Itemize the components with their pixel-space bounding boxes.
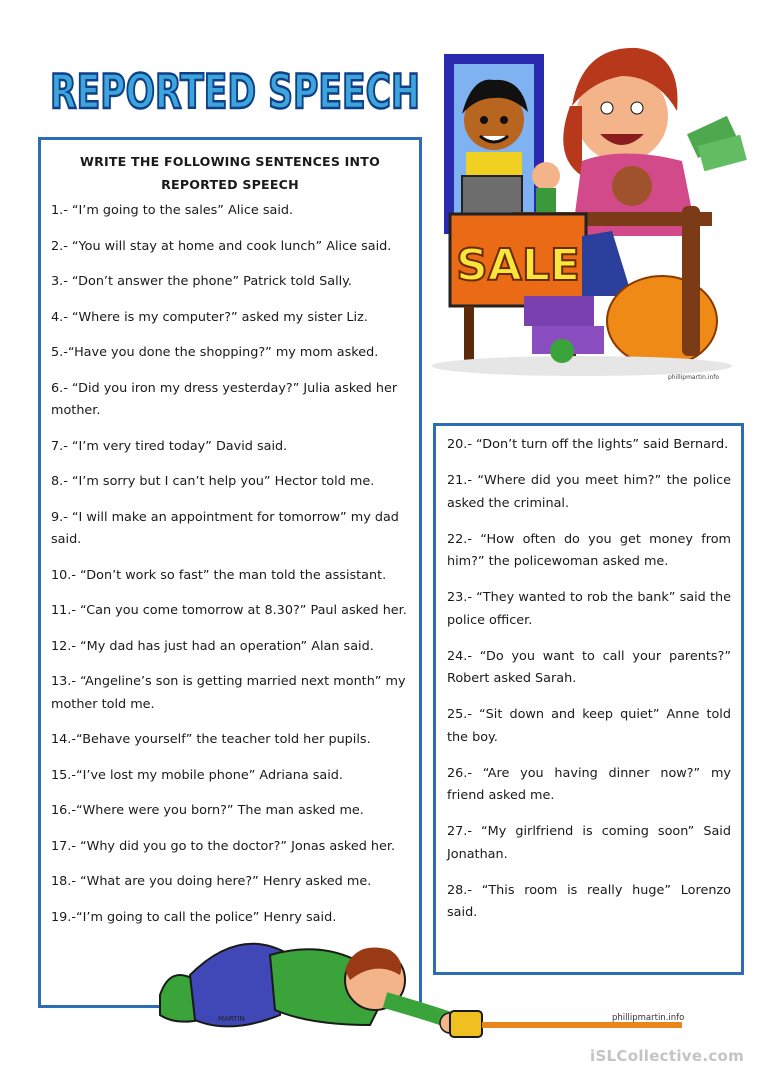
art-credit-bottom: phillipmartin.info [612, 1013, 685, 1023]
pot [462, 176, 522, 216]
sentence-item: 26.- “Are you having dinner now?” my friend asked me. [447, 765, 731, 803]
sentence-item: 18.- “What are you doing here?” Henry asked me. [51, 874, 372, 889]
sentence-item: 12.- “My dad has just had an operation” Alan said. [51, 638, 374, 654]
sentence-item: 5.-“Have you done the shopping?” my mom asked. [51, 345, 379, 360]
sentence-item: 11.- “Can you come tomorrow at 8.30?” Paul asked her. [51, 603, 407, 618]
title-text: REPORTED SPEECH [50, 65, 420, 120]
sentence-item: 6.- “Did you iron my dress yesterday?” Julia asked her mother. [51, 380, 398, 418]
sentence-item: 14.-“Behave yourself” the teacher told her pupils. [51, 732, 371, 747]
sentence-item: 4.- “Where is my computer?” asked my sister Liz. [51, 309, 368, 325]
sentence-item: 10.- “Don’t work so fast” the man told the assistant. [51, 567, 387, 583]
title-wordart [40, 40, 430, 130]
art-signature: MARTIN [218, 1015, 245, 1023]
sentence-item: 2.- “You will stay at home and cook lunch” Alice said. [51, 238, 392, 254]
sale-sign-text: SALE [456, 240, 580, 291]
boy-measuring-illustration [150, 925, 690, 1045]
sentence-item: 8.- “I’m sorry but I can’t help you” Hector told me. [51, 474, 375, 489]
sentence-item: 13.- “Angeline’s son is getting married next month” my mother told me. [51, 674, 406, 712]
sentence-item: 27.- “My girlfriend is coming soon” Said Jonathan. [447, 824, 731, 862]
sentence-item: 17.- “Why did you go to the doctor?” Jonas asked her. [51, 838, 396, 854]
sentence-item: 24.- “Do you want to call your parents?” Robert asked Sarah. [447, 648, 731, 686]
exercise-box-left [38, 137, 422, 1008]
sentence-item: 7.- “I’m very tired today” David said. [51, 438, 288, 454]
page-title [40, 40, 430, 130]
sentence-item: 28.- “This room is really huge” Lorenzo said. [447, 882, 731, 920]
watermark: iSLCollective.com [590, 1047, 745, 1065]
orange-bag [607, 276, 717, 366]
sentence-item: 1.- “I’m going to the sales” Alice said. [51, 203, 294, 218]
exercise-box-right [433, 423, 744, 975]
art-credit-top: phillipmartin.info [668, 374, 720, 381]
sentence-item: 21.- “Where did you meet him?” the police asked the criminal. [447, 473, 731, 511]
sentence-item: 23.- “They wanted to rob the bank” said the police officer. [447, 590, 731, 628]
jacket [582, 231, 632, 296]
sentence-item: 16.-“Where were you born?” The man asked me. [51, 803, 364, 818]
sentence-item: 20.- “Don’t turn off the lights” said Bernard. [447, 437, 729, 452]
sentence-item: 3.- “Don’t answer the phone” Patrick told Sally. [51, 274, 352, 289]
sale-illustration [432, 36, 754, 386]
sentence-item: 22.- “How often do you get money from him?” the policewoman asked me. [447, 531, 731, 569]
instructions [51, 150, 409, 196]
tape-measure-icon [450, 1011, 482, 1037]
sentence-item: 25.- “Sit down and keep quiet” Anne told the boy. [447, 707, 731, 745]
instructions-line1: WRITE THE FOLLOWING SENTENCES INTO [80, 154, 380, 169]
instructions-line2: REPORTED SPEECH [161, 177, 299, 192]
sentence-item: 19.-“I’m going to call the police” Henry said. [51, 909, 337, 925]
teddy-bear [612, 166, 652, 206]
sentence-item: 15.-“I’ve lost my mobile phone” Adriana said. [51, 767, 343, 783]
sentence-item: 9.- “I will make an appointment for tomorrow” my dad said. [51, 509, 399, 547]
